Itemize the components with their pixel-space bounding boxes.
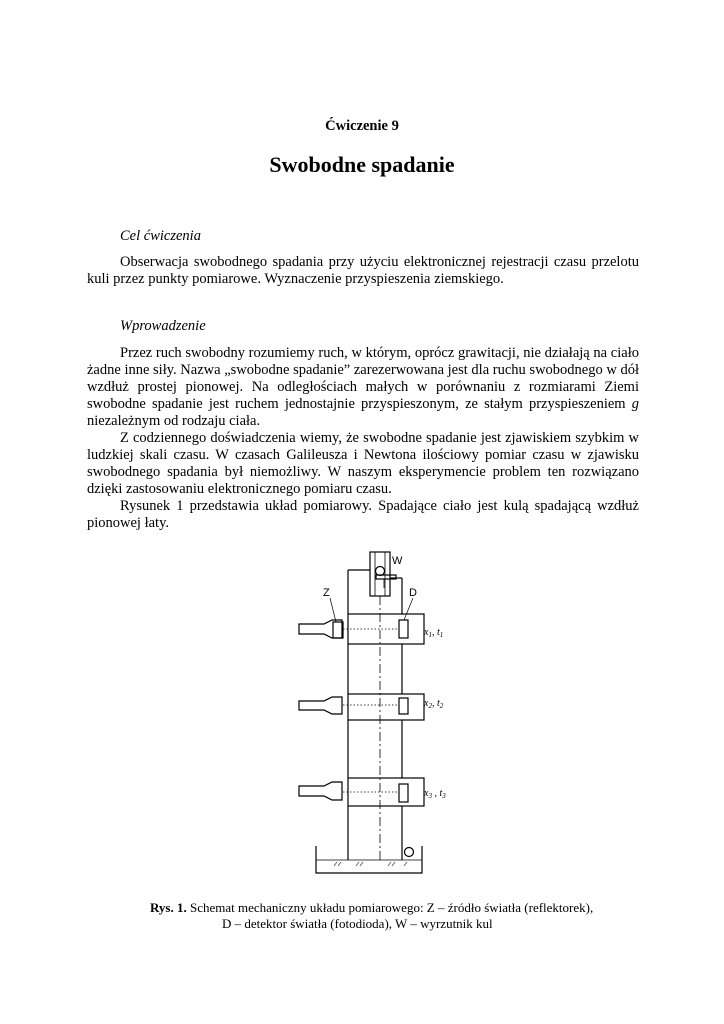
caption-line-1 [150,900,593,916]
apparatus-diagram [290,548,460,878]
caption-label: Rys. 1. [150,900,187,915]
exercise-number: Ćwiczenie 9 [325,118,399,134]
label-z: Z [323,587,330,599]
goal-paragraph: Obserwacja swobodnego spadania przy użyciu elektronicznej rejestracji czasu przelotu kuli przez punkty pomiarowe. Wyznaczenie przyspieszenia ziemskiego. [87,254,639,287]
intro-text [87,345,639,532]
label-d: D [409,587,417,599]
page-title: Swobodne spadanie [269,152,455,177]
intro-p1-part2: niezależnym od rodzaju ciała. [87,413,261,429]
symbol-g: g [631,396,639,412]
caption-line-2: D – detektor światła (fotodioda), W – wyrzutnik kul [222,916,493,931]
figure-caption [150,900,593,932]
intro-paragraph-1 [87,345,639,430]
sensor-station-3 [299,778,424,806]
caption-text-1: Schemat mechaniczny układu pomiarowego: Z – źródło światła (reflektorek), [190,900,594,915]
intro-paragraph-3: Rysunek 1 przedstawia układ pomiarowy. Spadające ciało jest kulą spadającą wzdłuż pionowej łaty. [87,498,639,531]
label-w: W [392,555,403,567]
intro-p1-part1: Przez ruch swobodny rozumiemy ruch, w którym, oprócz grawitacji, nie działają na ciało żadne inne siły. Nazwa „swobodne spadanie” zarezerwowana jest dla ruchu swobodnego w dół wzdłuż prostej pionowej. Na odległościach małych w porównaniu z rozmiarami Ziemi swobodne spadanie jest ruchem jednostajnie przyspieszonym, ze stałym przyspieszeniem [87,345,639,412]
point-label-3: $x_3$ , $t_3$ [424,788,446,800]
sensor-station-2 [299,694,424,720]
catch-basin [316,846,422,873]
section-heading-intro: Wprowadzenie [120,318,206,334]
intro-paragraph-2: Z codziennego doświadczenia wiemy, że swobodne spadanie jest zjawiskiem szybkim w ludzkiej skali czasu. W czasach Galileusza i Newtona ilościowy pomiar czasu w zjawisku swobodnego spadania był niemożliwy. W naszym eksperymencie problem ten rozwiązano dzięki zastosowaniu elektronicznego pomiaru czasu. [87,430,639,497]
section-heading-goal: Cel ćwiczenia [120,228,201,244]
goal-text [87,254,639,288]
point-label-2: $x_2$, $t_2$ [424,698,444,710]
sensor-station-1 [299,598,424,644]
point-label-1: $x_1$, $t_1$ [424,627,444,639]
